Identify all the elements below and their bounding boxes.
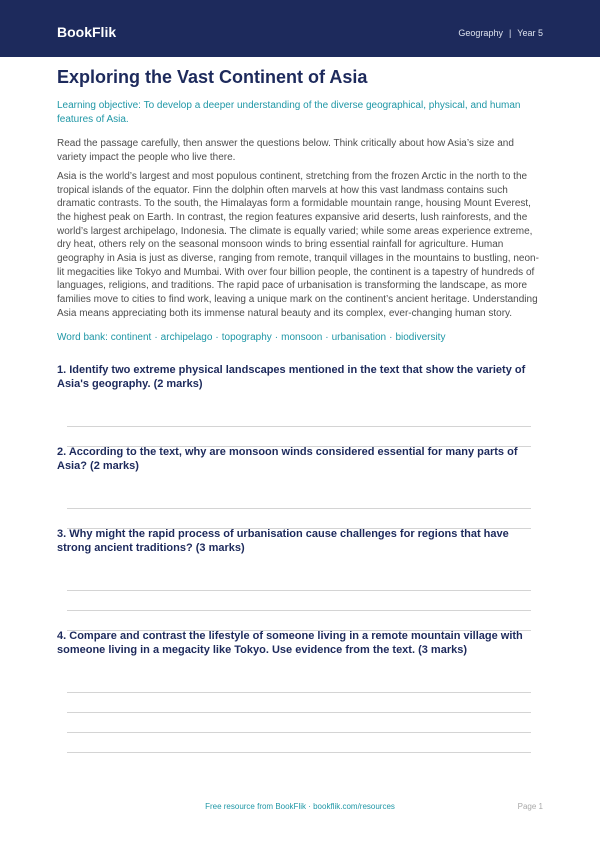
- question-1: [57, 363, 543, 447]
- footer-credit: Free resource from BookFlik · bookflik.com/resources: [205, 802, 395, 811]
- question-text: Identify two extreme physical landscapes mentioned in the text that show the variety of Asia's geography.: [57, 364, 526, 391]
- brand-logo: BookFlik: [57, 24, 117, 40]
- page-footer: [0, 801, 600, 813]
- word-bank-term: archipelago: [160, 332, 213, 344]
- answer-area: [67, 489, 531, 529]
- question-3: [57, 527, 543, 631]
- worksheet-header: [0, 0, 600, 57]
- learning-objective-text: To develop a deeper understanding of the diverse geographical, physical, and human features of Asia.: [57, 100, 521, 125]
- word-bank-term: biodiversity: [395, 332, 446, 344]
- answer-area: [67, 571, 531, 631]
- answer-line: [67, 407, 531, 427]
- question-number: 1.: [57, 364, 67, 377]
- answer-line: [67, 571, 531, 591]
- question-prompt: [57, 629, 543, 657]
- year-label: Year 5: [517, 28, 543, 38]
- question-text: According to the text, why are monsoon winds considered essential for many parts of Asia?: [57, 446, 518, 473]
- word-bank-separator: ·: [154, 332, 158, 344]
- word-bank-term: continent: [110, 332, 152, 344]
- question-text: Compare and contrast the lifestyle of someone living in a remote mountain village with someone living in a megacity like Tokyo. Use evidence from the text.: [57, 630, 523, 657]
- worksheet-body: [57, 66, 543, 751]
- answer-area: [67, 673, 531, 753]
- question-number: 2.: [57, 446, 67, 459]
- answer-line: [67, 713, 531, 733]
- answer-line: [67, 427, 531, 447]
- learning-objective: [57, 99, 543, 127]
- answer-area: [67, 407, 531, 447]
- instructions: Read the passage carefully, then answer the questions below. Think critically about how Asia’s size and variety impact the people who live there.: [57, 138, 514, 163]
- meta-separator: |: [508, 28, 512, 38]
- answer-line: [67, 733, 531, 753]
- answer-line: [67, 509, 531, 529]
- question-marks: (2 marks): [90, 460, 139, 473]
- question-4: [57, 629, 543, 753]
- word-bank-separator: ·: [274, 332, 279, 344]
- answer-line: [67, 611, 531, 631]
- page-number: Page 1: [517, 802, 543, 811]
- word-bank-label: Word bank:: [57, 332, 108, 344]
- question-marks: (3 marks): [195, 542, 245, 555]
- word-bank-separator: ·: [389, 332, 393, 344]
- word-bank-term: urbanisation: [331, 332, 387, 344]
- reading-passage: Asia is the world’s largest and most populous continent, stretching from the frozen Arctic in the north to the tropical islands of the equator. Finn the dolphin often marvels at how this vast landmass contains such dramatic contrasts. To the south, the Himalayas form a formidable mountain range, housing Mount Everest, the highest peak on Earth. In contrast, the region features expansive arid deserts, lush rainforests, and the world’s largest archipelago, Indonesia. The climate is equally varied; while some areas experience extreme, dry heat, others rely on the seasonal monsoon winds to bring essential rainfall for agriculture. Human geography in Asia is just as diverse, ranging from remote, tranquil villages in the mountains to bustling, neon-lit megacities like Tokyo and Mumbai. With over four billion people, the continent is a tapestry of hundreds of languages, religions, and traditions. The rapid pace of urbanisation is transforming the landscape, as more families move to cities to find work, leaving a unique mark on the continent’s ancient heritage. Understanding Asia means appreciating both its immense natural beauty and its complex, ever-changing human story.: [57, 171, 539, 319]
- word-bank-term: topography: [221, 332, 272, 344]
- questions-section: [57, 363, 543, 753]
- answer-line: [67, 673, 531, 693]
- question-number: 3.: [57, 528, 67, 541]
- subject-label: Geography: [458, 28, 503, 38]
- word-bank: [57, 331, 543, 345]
- word-bank-separator: ·: [325, 332, 329, 344]
- question-prompt: [57, 363, 543, 391]
- answer-line: [67, 693, 531, 713]
- question-marks: (2 marks): [153, 378, 203, 391]
- word-bank-separator: ·: [215, 332, 219, 344]
- answer-line: [67, 591, 531, 611]
- question-prompt: [57, 445, 543, 473]
- word-bank-term: monsoon: [281, 332, 323, 344]
- subject-year-label: [458, 27, 543, 39]
- answer-line: [67, 489, 531, 509]
- question-2: [57, 445, 543, 529]
- page-title: Exploring the Vast Continent of Asia: [57, 67, 368, 87]
- question-text: Why might the rapid process of urbanisation cause challenges for regions that have strong ancient traditions?: [57, 528, 509, 555]
- question-prompt: [57, 527, 543, 555]
- question-marks: (3 marks): [418, 644, 468, 657]
- learning-objective-label: Learning objective:: [57, 100, 141, 111]
- question-number: 4.: [57, 630, 67, 643]
